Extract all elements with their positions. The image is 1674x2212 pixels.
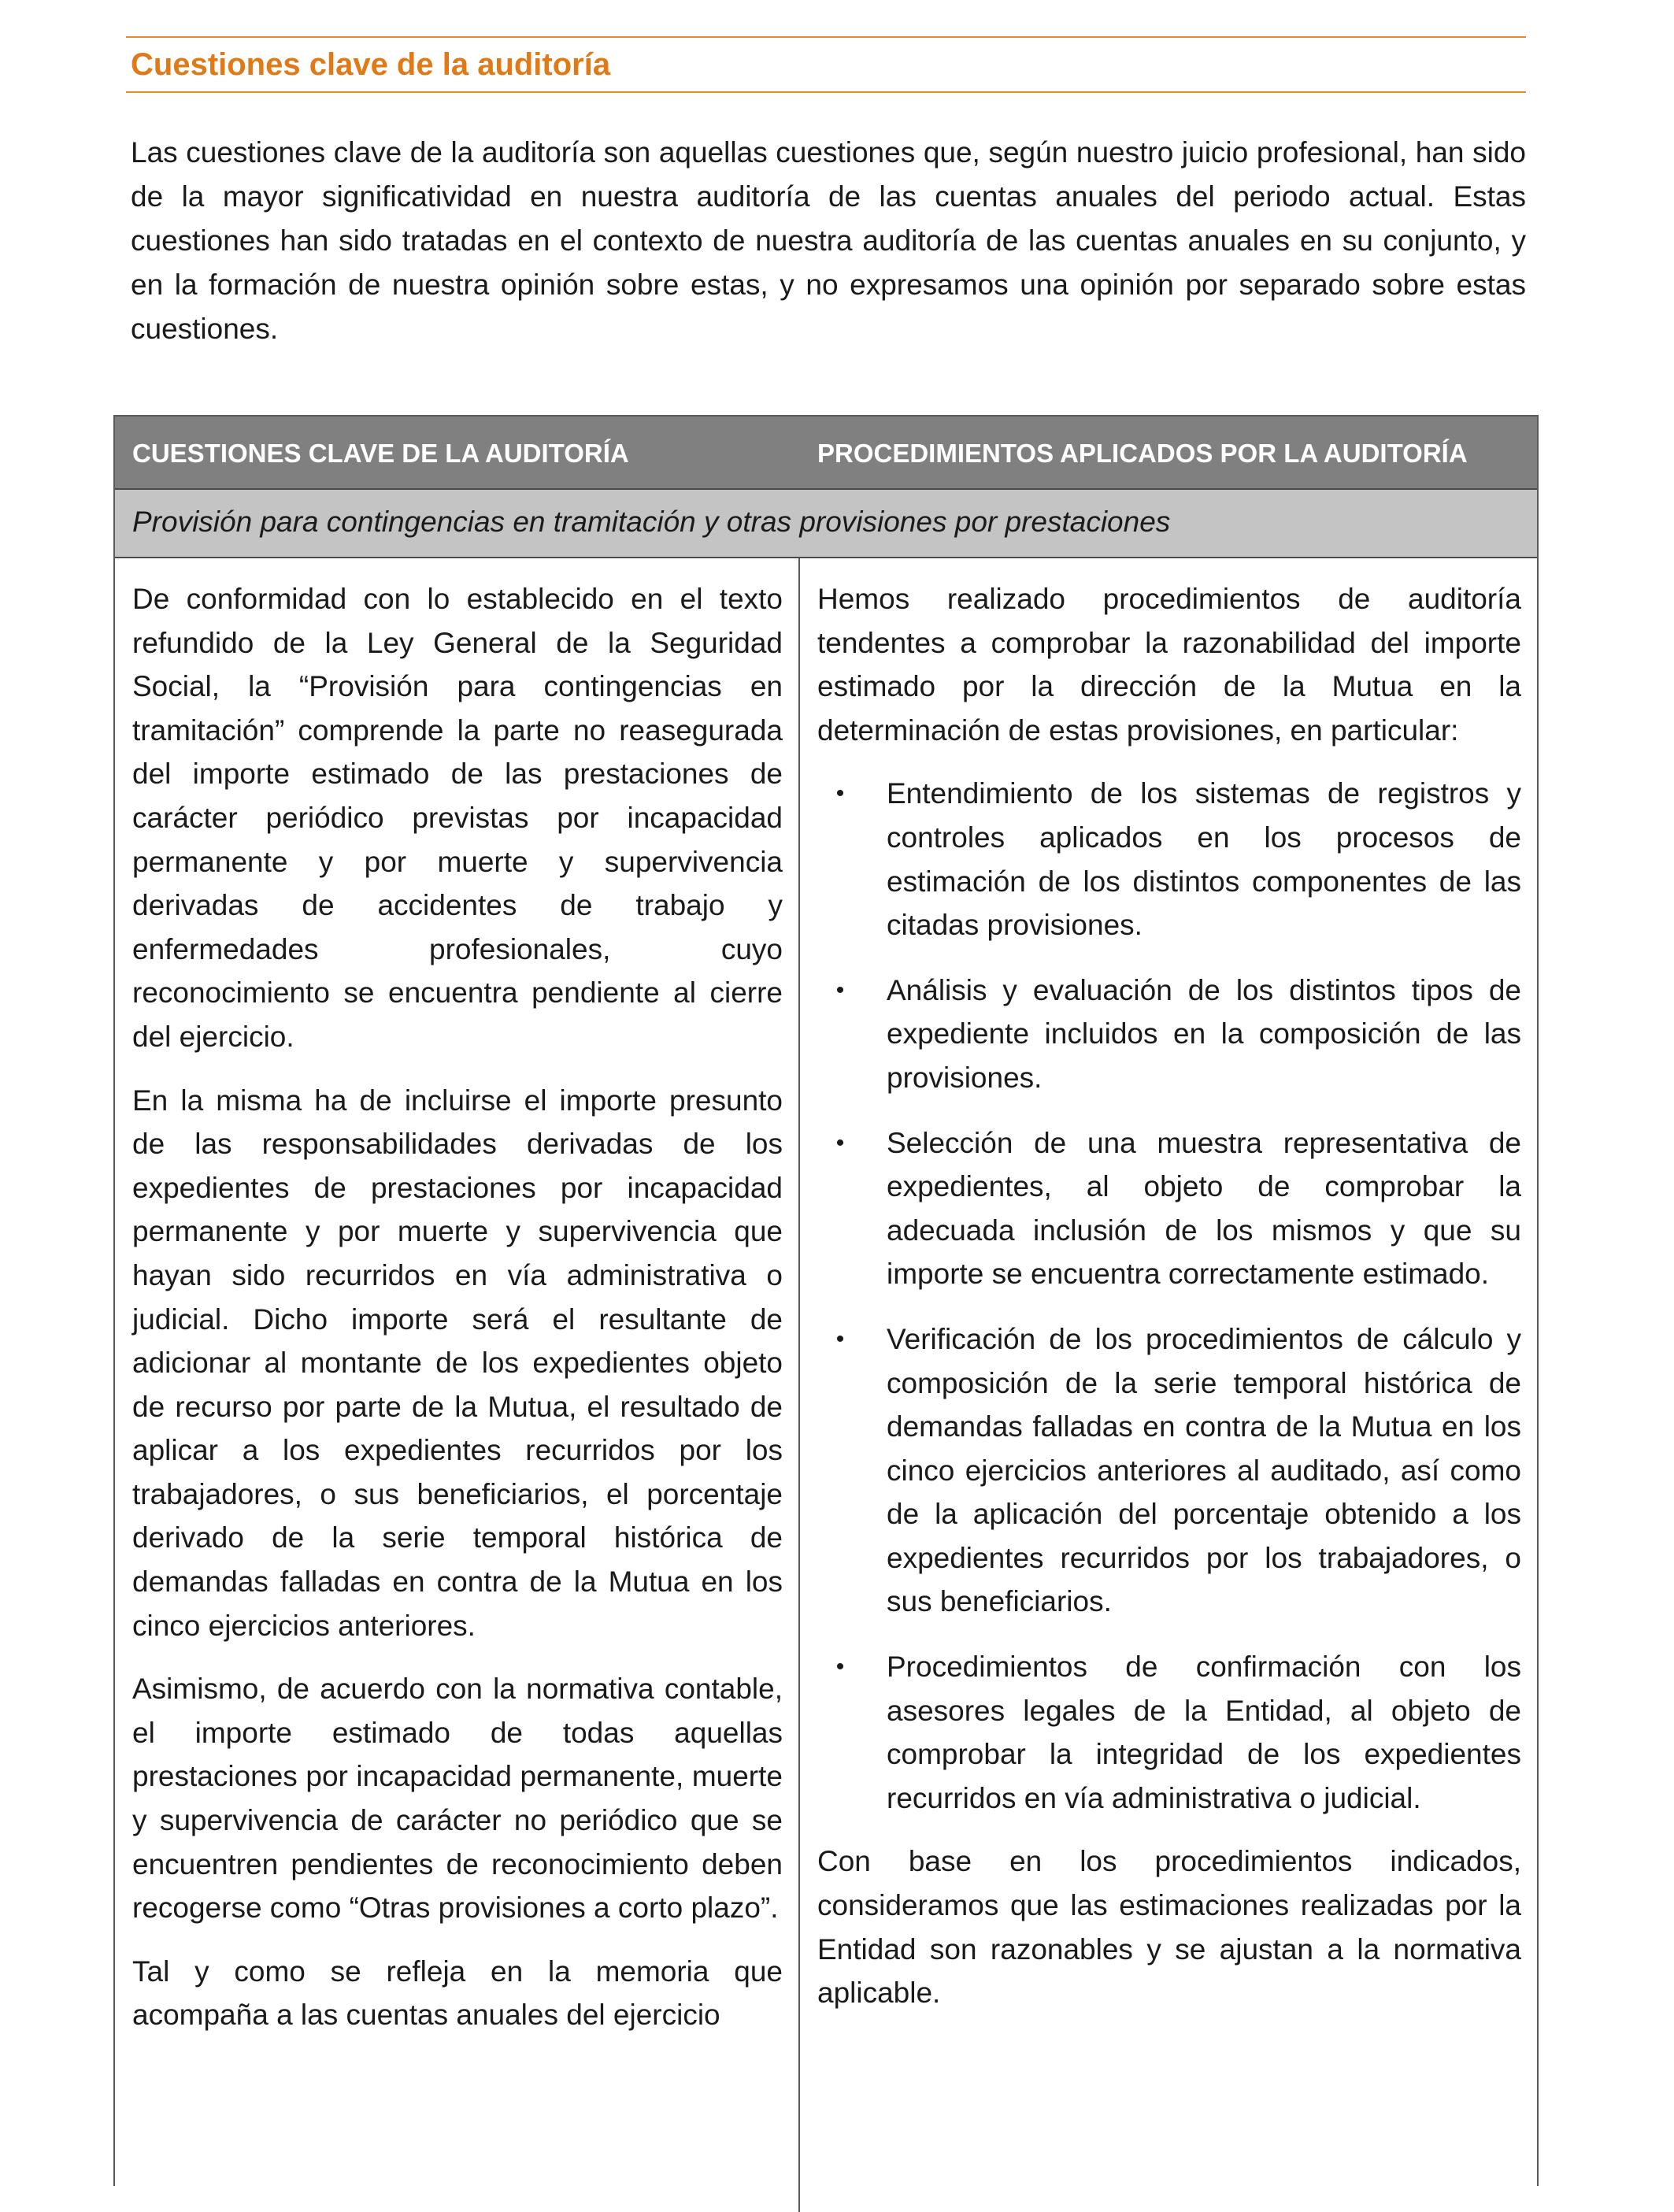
bullet-icon: • [835, 1129, 845, 1156]
list-item [817, 1121, 1521, 1296]
key-matter-paragraph: De conformidad con lo establecido en el texto refundido de la Ley General de la Seguridad Social, la “Provisión para contingencias en tramitación” comprende la parte no reasegurada del importe estimado de las prestaciones de carácter periódico previstas por incapacidad permanente y por muerte y supervivencia derivadas de accidentes de trabajo y enfermedades profesionales, cuyo reconocimiento se encuentra pendiente al cierre del ejercicio. [132, 583, 783, 1053]
procedure-text: Entendimiento de los sistemas de registros y controles aplicados en los procesos de estimación de los distintos componentes de las citadas provisiones. [887, 777, 1521, 942]
table-header-row [115, 417, 1537, 490]
procedure-text: Análisis y evaluación de los distintos tipos de expediente incluidos en la composición de las provisiones. [887, 973, 1521, 1094]
list-item [817, 772, 1521, 947]
procedures-column [817, 557, 1521, 2015]
section-title: Cuestiones clave de la auditoría [131, 47, 611, 82]
key-matter-paragraph: Tal y como se refleja en la memoria que acompaña a las cuentas anuales del ejercicio [132, 1954, 783, 2032]
bullet-icon: • [835, 1654, 845, 1680]
bullet-icon: • [835, 976, 845, 1003]
topic-title: Provisión para contingencias en tramitación y otras provisiones por prestaciones [132, 506, 1171, 538]
procedure-text: Selección de una muestra representativa de expedientes, al objeto de comprobar la adecuada inclusión de los mismos y que su importe se encuentra correctamente estimado. [887, 1126, 1521, 1291]
column-divider [798, 558, 800, 2212]
column-header-key-matters: CUESTIONES CLAVE DE LA AUDITORÍA [132, 439, 629, 468]
procedure-text: Verificación de los procedimientos de cálculo y composición de la serie temporal histórica de demandas falladas en contra de la Mutua en los cinco ejercicios anteriores al auditado, así como de la aplicación del porcentaje obtenido a los expedientes recurridos por los trabajadores, o sus beneficiarios. [887, 1322, 1521, 1618]
topic-row [115, 490, 1537, 558]
procedures-list [817, 772, 1521, 1820]
list-item [817, 1645, 1521, 1820]
intro-paragraph: Las cuestiones clave de la auditoría son aquellas cuestiones que, según nuestro juicio profesional, han sido de la mayor significatividad en nuestra auditoría de las cuentas anuales del periodo actual. Estas cuestiones han sido tratadas en el contexto de nuestra auditoría de las cuentas anuales en su conjunto, y en la formación de nuestra opinión sobre estas, y no expresamos una opinión por separado sobre estas cuestiones. [131, 136, 1526, 345]
procedures-intro: Hemos realizado procedimientos de auditoría tendentes a comprobar la razonabilidad del importe estimado por la dirección de la Mutua en la determinación de estas provisiones, en particular: [817, 583, 1521, 747]
list-item [817, 1317, 1521, 1624]
procedure-text: Procedimientos de confirmación con los asesores legales de la Entidad, al objeto de comprobar la integridad de los expedientes recurridos en vía administrativa o judicial. [887, 1651, 1521, 1814]
audit-matters-table [113, 415, 1539, 2186]
key-matters-column [132, 557, 783, 2037]
procedures-conclusion: Con base en los procedimientos indicados, consideramos que las estimaciones realizadas por la Entidad son razonables y se ajustan a la normativa aplicable. [817, 1845, 1521, 2010]
list-item [817, 969, 1521, 1100]
section-header [126, 36, 1526, 93]
bullet-icon: • [835, 780, 845, 807]
column-header-procedures: PROCEDIMIENTOS APLICADOS POR LA AUDITORÍA [817, 439, 1468, 468]
key-matter-paragraph: Asimismo, de acuerdo con la normativa contable, el importe estimado de todas aquellas prestaciones por incapacidad permanente, muerte y supervivencia de carácter no periódico que se encuentren pendientes de reconocimiento deben recogerse como “Otras provisiones a corto plazo”. [132, 1673, 783, 1925]
bullet-icon: • [835, 1325, 845, 1352]
key-matter-paragraph: En la misma ha de incluirse el importe presunto de las responsabilidades derivadas de los expedientes de prestaciones por incapacidad permanente y por muerte y supervivencia que hayan sido recurridos en vía administrativa o judicial. Dicho importe será el resultante de adicionar al montante de los expedientes objeto de recurso por parte de la Mutua, el resultado de aplicar a los expedientes recurridos por los trabajadores, o sus beneficiarios, el porcentaje derivado de la serie temporal histórica de demandas falladas en contra de la Mutua en los cinco ejercicios anteriores. [132, 1084, 783, 1642]
